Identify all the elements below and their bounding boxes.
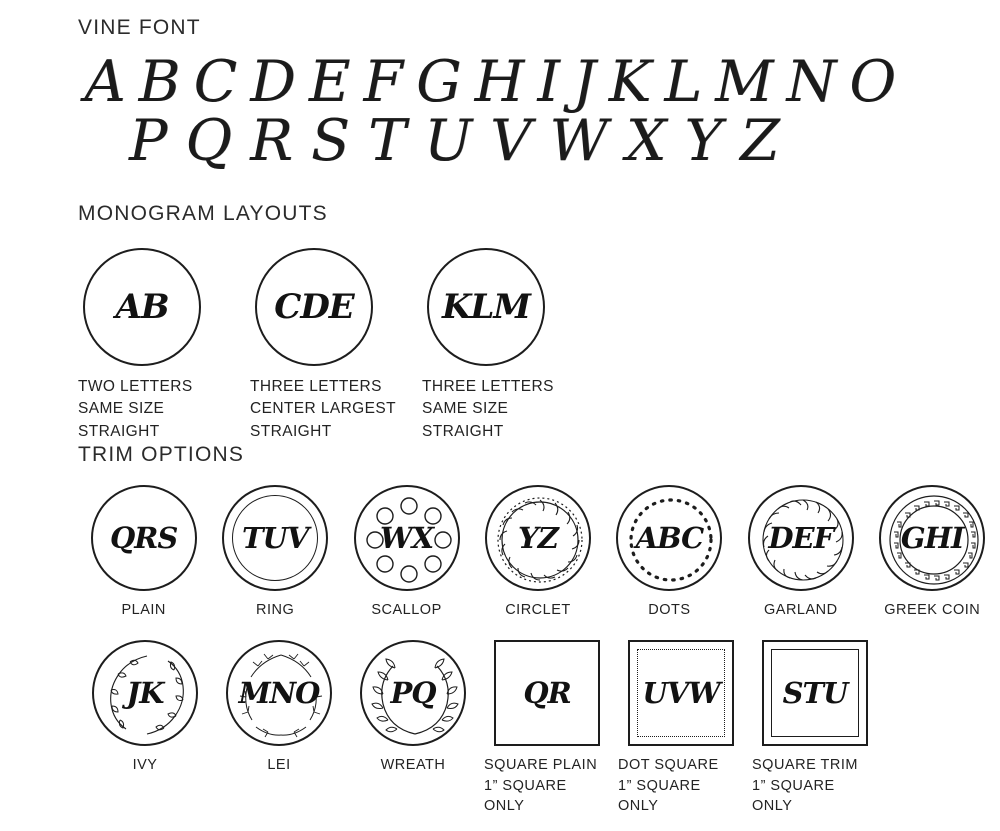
vine-glyph: U <box>424 108 473 174</box>
trim-option-greek-coin[interactable] <box>867 485 998 620</box>
dot-square-icon <box>628 640 734 746</box>
trim-caption: GREEK COIN <box>884 602 981 618</box>
trim-caption-sub: ONLY <box>484 797 525 814</box>
trim-option-dot-square[interactable] <box>614 640 748 816</box>
trim-option-scallop[interactable] <box>341 485 472 620</box>
layout-caption <box>78 376 250 443</box>
vine-glyph: J <box>572 49 596 115</box>
trim-caption: CIRCLET <box>505 602 571 618</box>
square-plain-icon <box>494 640 600 746</box>
trim-option-ring[interactable] <box>209 485 340 620</box>
trim-caption-sub: 1” SQUARE <box>752 777 835 794</box>
trim-caption-name: SQUARE TRIM <box>752 757 858 774</box>
vine-glyph: H <box>474 49 525 115</box>
vine-glyph: E <box>308 49 351 115</box>
trim-option-garland[interactable] <box>735 485 866 620</box>
trim-caption: GARLAND <box>764 602 838 618</box>
trim-option-plain[interactable] <box>78 485 209 620</box>
trim-caption: RING <box>256 602 295 618</box>
caption-line: THREE LETTERS <box>250 378 382 395</box>
monogram-letters: AB <box>115 287 169 327</box>
circlet-circle-icon <box>485 485 591 591</box>
trim-shape <box>628 640 734 746</box>
trim-caption: LEI <box>267 757 291 774</box>
monogram-letters: DEF <box>768 521 834 555</box>
monogram-letters: YZ <box>518 521 558 555</box>
trim-caption: DOTS <box>648 602 691 618</box>
trim-caption: SCALLOP <box>371 602 442 618</box>
vine-glyph: N <box>786 49 837 115</box>
vine-font-row-1 <box>78 49 978 115</box>
vine-glyph: Q <box>185 108 233 174</box>
vine-font-alphabet <box>78 49 978 174</box>
vine-glyph: R <box>250 108 294 174</box>
caption-line: TWO LETTERS <box>78 378 193 395</box>
layout-option-two-letters-same-size[interactable] <box>78 248 250 443</box>
caption-line: STRAIGHT <box>78 422 160 440</box>
scallop-circle-icon <box>354 485 460 591</box>
trim-caption-name: DOT SQUARE <box>618 757 719 774</box>
plain-circle-icon <box>91 485 197 591</box>
trim-options-row-1 <box>78 485 998 620</box>
caption-line: THREE LETTERS <box>422 378 554 395</box>
trim-option-square-trim[interactable] <box>748 640 882 816</box>
layout-option-three-letters-same-size[interactable] <box>422 248 594 443</box>
vine-glyph: Z <box>740 108 780 174</box>
vine-glyph: D <box>250 49 296 115</box>
vine-glyph: I <box>537 49 560 115</box>
trim-shape <box>222 485 328 591</box>
garland-circle-icon <box>748 485 854 591</box>
trim-caption-sub: 1” SQUARE <box>484 777 567 794</box>
greek-coin-circle-icon <box>879 485 985 591</box>
caption-line: STRAIGHT <box>250 422 332 440</box>
trim-option-square-plain[interactable] <box>480 640 614 816</box>
trim-caption-sub: ONLY <box>618 797 659 814</box>
vine-glyph: T <box>368 108 407 174</box>
trim-caption: PLAIN <box>121 602 166 618</box>
trim-shape <box>879 485 985 591</box>
vine-glyph: C <box>193 49 238 115</box>
trim-shape <box>616 485 722 591</box>
wreath-circle-icon <box>360 640 466 746</box>
vine-font-title: VINE FONT <box>78 16 201 39</box>
square-trim-icon <box>762 640 868 746</box>
ivy-circle-icon <box>92 640 198 746</box>
monogram-letters: STU <box>782 676 848 711</box>
layout-caption <box>250 376 422 443</box>
vine-glyph: F <box>363 49 404 115</box>
trim-shape <box>354 485 460 591</box>
monogram-letters: TUV <box>241 521 309 555</box>
vine-glyph: V <box>490 108 532 174</box>
trim-options-row-2 <box>78 640 998 816</box>
trim-options-section <box>78 443 998 816</box>
monogram-medallion <box>255 248 373 366</box>
caption-line: SAME SIZE <box>422 400 509 418</box>
trim-option-ivy[interactable] <box>78 640 212 775</box>
trim-caption: IVY <box>132 757 158 774</box>
lei-circle-icon <box>226 640 332 746</box>
monogram-medallion <box>83 248 201 366</box>
ring-circle-icon <box>222 485 328 591</box>
caption-line: SAME SIZE <box>78 400 165 418</box>
caption-line: STRAIGHT <box>422 422 504 440</box>
vine-font-row-2 <box>120 108 978 174</box>
trim-shape <box>91 485 197 591</box>
monogram-letters: JK <box>126 676 164 711</box>
layout-caption <box>422 376 594 443</box>
monogram-layouts-title: MONOGRAM LAYOUTS <box>78 202 328 225</box>
trim-option-circlet[interactable] <box>472 485 603 620</box>
caption-line: CENTER LARGEST <box>250 400 396 418</box>
trim-shape <box>360 640 466 746</box>
vine-glyph: P <box>129 108 168 174</box>
vine-glyph: B <box>138 49 181 115</box>
trim-shape <box>226 640 332 746</box>
trim-caption-sub: ONLY <box>752 797 793 814</box>
trim-shape <box>762 640 868 746</box>
trim-caption <box>748 755 882 816</box>
vine-glyph: K <box>608 49 652 115</box>
vine-glyph: M <box>715 49 774 115</box>
monogram-letters: KLM <box>441 287 531 327</box>
monogram-letters: MNO <box>238 676 320 711</box>
monogram-letters: WX <box>380 521 434 555</box>
trim-shape <box>92 640 198 746</box>
vine-glyph: Y <box>684 108 723 174</box>
trim-option-dots[interactable] <box>604 485 735 620</box>
trim-option-wreath[interactable] <box>346 640 480 775</box>
monogram-letters: PQ <box>390 676 436 711</box>
layout-option-three-letters-center-largest[interactable] <box>250 248 422 443</box>
monogram-letters: QR <box>523 676 571 711</box>
monogram-layouts-section <box>78 202 978 443</box>
monogram-letters: CDE <box>274 287 354 327</box>
trim-options-grid <box>78 485 998 816</box>
trim-shape <box>748 485 854 591</box>
monogram-letters: QRS <box>110 521 178 555</box>
trim-caption <box>614 755 748 816</box>
vine-glyph: S <box>311 108 351 174</box>
trim-shape <box>494 640 600 746</box>
vine-glyph: O <box>849 49 897 115</box>
trim-options-title: TRIM OPTIONS <box>78 443 245 466</box>
trim-caption <box>480 755 614 816</box>
trim-caption-name: SQUARE PLAIN <box>484 757 598 774</box>
vine-glyph: L <box>664 49 703 115</box>
monogram-letters: ABC <box>635 521 704 555</box>
dots-circle-icon <box>616 485 722 591</box>
monogram-medallion <box>427 248 545 366</box>
trim-option-lei[interactable] <box>212 640 346 775</box>
vine-font-section <box>78 16 978 174</box>
trim-caption: WREATH <box>380 757 446 774</box>
vine-glyph: A <box>84 49 126 115</box>
vine-glyph: G <box>416 49 462 115</box>
monogram-letters: GHI <box>900 521 964 555</box>
trim-shape <box>485 485 591 591</box>
vine-glyph: X <box>625 108 667 174</box>
trim-caption-sub: 1” SQUARE <box>618 777 701 794</box>
monogram-layouts-row <box>78 248 978 443</box>
monogram-letters: UVW <box>642 676 720 711</box>
vine-glyph: W <box>549 108 608 174</box>
